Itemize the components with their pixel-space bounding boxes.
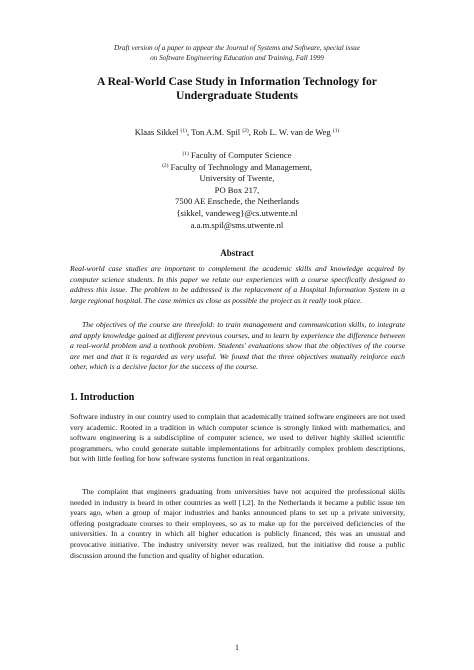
email-line: {sikkel, vandeweg}@cs.utwente.nl <box>176 207 298 218</box>
affiliation-line: University of Twente, <box>199 173 275 184</box>
affiliation-line: 7500 AE Enschede, the Netherlands <box>175 196 299 207</box>
affiliation-line: $^{(1)}$ Faculty of Computer Science <box>182 150 292 160</box>
body-paragraph: Software industry in our country used to complain that academically trained software engineers are not used very academic. Rooted in a tradition in which computer science is strongly linked with mathematics, and software engineering is a subdiscipline of computer science, we used to deliver highly skilled scientific programmers, who could generate suitable implementations for arbitrarily complex problem descriptions, but with little feeling for how software systems function in real organizations. <box>70 412 405 464</box>
paper-title-line: Undergraduate Students <box>175 89 299 102</box>
author-list <box>0 127 474 137</box>
affiliation-line: $^{(2)}$ Faculty of Technology and Management, <box>162 161 312 172</box>
affiliation-mark: (1) <box>182 151 189 157</box>
author-affiliation-mark: (2) <box>242 128 249 134</box>
author-separator: , <box>248 127 254 137</box>
paper-title <box>60 75 414 103</box>
draft-notice <box>0 43 474 63</box>
author-separator: , <box>186 127 192 137</box>
author-name: Klaas Sikkel <box>134 127 179 137</box>
affiliation-line: PO Box 217, <box>214 184 260 195</box>
email-line: a.a.m.spil@sms.utwente.nl <box>190 219 284 230</box>
abstract-heading: Abstract <box>220 248 254 258</box>
section-heading: 1. Introduction <box>70 392 135 403</box>
page-number: 1 <box>235 643 239 652</box>
affiliation-block <box>0 150 474 231</box>
draft-notice-line: on Software Engineering Education and Training, Fall 1999 <box>150 54 324 62</box>
paper-title-line: A Real-World Case Study in Information Technology for <box>97 75 377 88</box>
abstract-paragraph: The objectives of the course are threefold: to train management and communication skills, to integrate and apply knowledge gained at different previous courses, and to learn by experience the difference between a real-world problem and a textbook problem. Students' evaluations show that the objectives of the course are met and that it is regarded as very useful. We found that the three objectives mutually reinforce each other, which is a decisive factor for the success of the course. <box>70 320 405 372</box>
author-name: Rob L. W. van de Weg <box>253 127 331 137</box>
abstract-paragraph: Real-world case studies are important to complement the academic skills and knowledge acquired by computer science students. In this paper we relate our experiences with a course specifically designed to address this issue. The problem to be addressed is the replacement of a Hospital Information System in a large regional hospital. The case mimics as close as possible the project as it really took place. <box>70 264 405 305</box>
body-paragraph: The complaint that engineers graduating from universities have not acquired the professional skills needed in industry is heard in other countries as well [1,2]. In the Netherlands it became a public issue ten years ago, when a group of major industries and banks announced plans to set up a private university, offering postgraduate courses to their employees, so as to make up for the perceived deficiencies of the universities. In a country in which all higher education is publicly financed, this was an unusual and provocative initiative. The industry university never was realized, but the initiative did rouse a public discussion around the function and quality of higher education. <box>70 487 405 560</box>
author-affiliation-mark: (1) <box>332 128 340 134</box>
affiliation-mark: (2) <box>162 162 169 169</box>
draft-notice-line: Draft version of a paper to appear the Journal of Systems and Software, special issue <box>114 44 360 52</box>
author-affiliation-mark: (1) <box>180 128 187 134</box>
author-name: Ton A.M. Spil <box>191 127 241 137</box>
